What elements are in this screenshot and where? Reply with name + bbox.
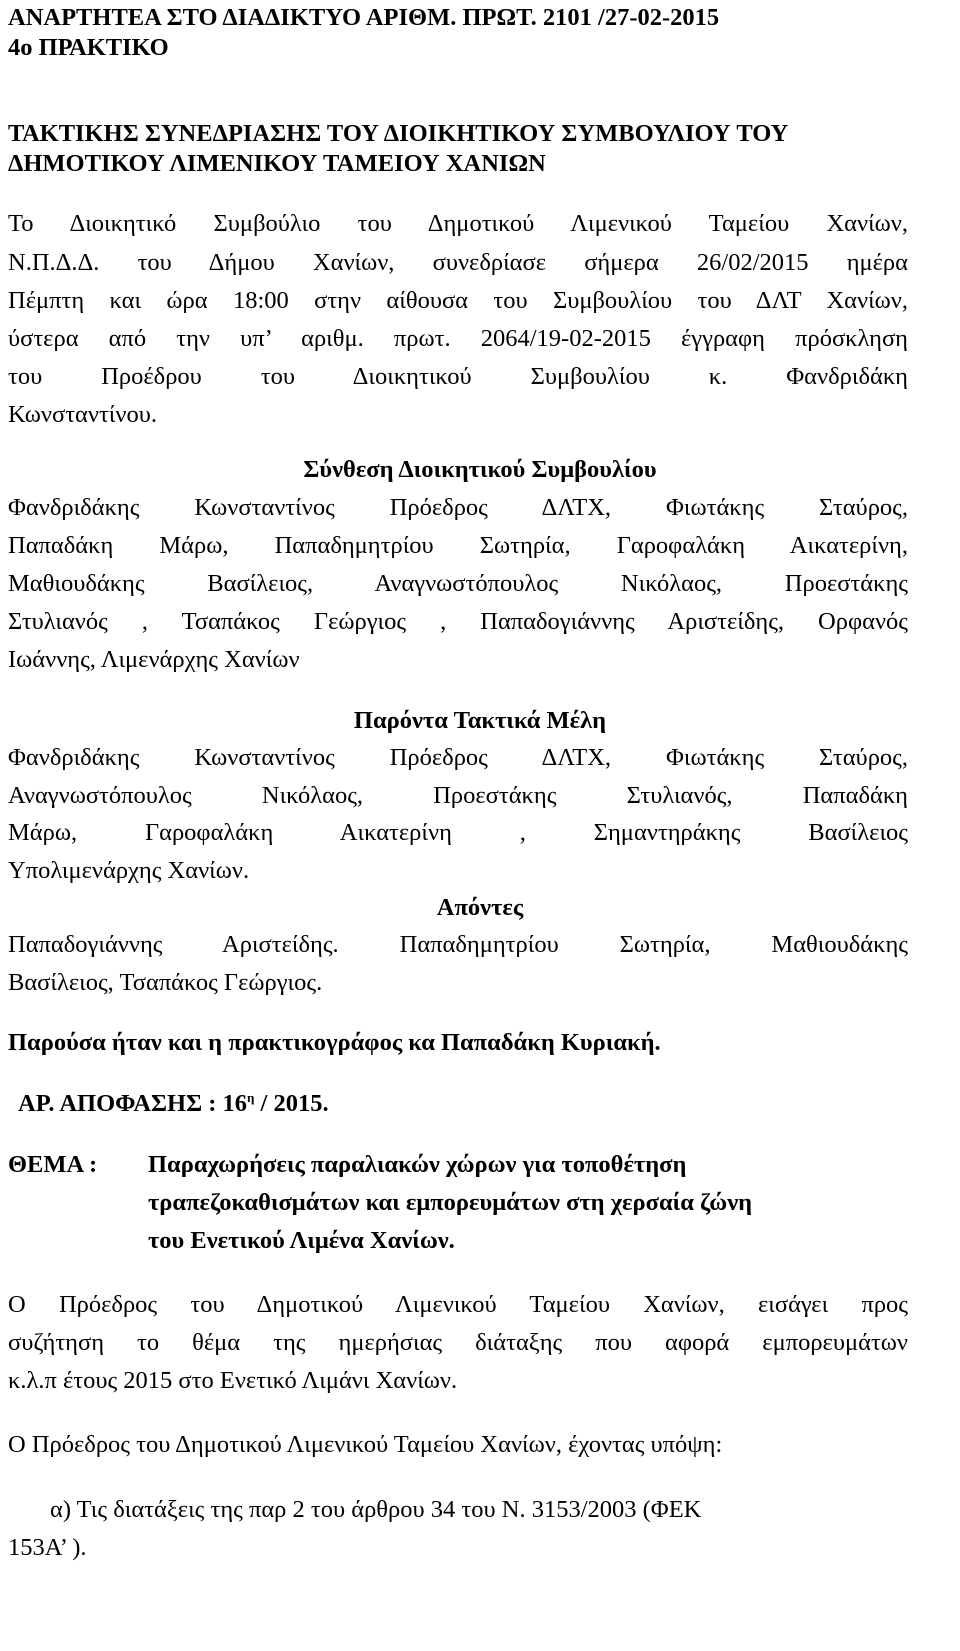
header-posting-line: ΑΝΑΡΤΗΤΕΑ ΣΤΟ ΔΙΑΔΙΚΤΥΟ ΑΡΙΘΜ. ΠΡΩΤ. 2101 /27-02-2015 xyxy=(8,4,720,31)
intro-line: Κωνσταντίνου. xyxy=(8,401,157,428)
composition-line: Παπαδάκη Μάρω, Παπαδημητρίου Σωτηρία, Γαροφαλάκη Αικατερίνη, xyxy=(8,532,908,559)
decision-superscript: η xyxy=(247,1089,255,1105)
item-a-line-1: α) Τις διατάξεις της παρ 2 του άρθρου 34 του Ν. 3153/2003 (ΦΕΚ xyxy=(50,1496,702,1523)
title-line-1: ΤΑΚΤΙΚΗΣ ΣΥΝΕΔΡΙΑΣΗΣ ΤΟΥ ΔΙΟΙΚΗΤΙΚΟΥ ΣΥΜΒΟΥΛΙΟΥ ΤΟΥ xyxy=(8,120,789,147)
composition-line: Φανδριδάκης Κωνσταντίνος Πρόεδρος ΔΛΤΧ, Φιωτάκης Σταύρος, xyxy=(8,494,908,521)
body-line: συζήτηση το θέμα της ημερήσιας διάταξης που αφορά εμπορευμάτων xyxy=(8,1329,908,1356)
decision-number xyxy=(18,1089,329,1119)
decision-suffix: / 2015. xyxy=(254,1090,329,1117)
item-a-line-2: 153Α’ ). xyxy=(8,1534,87,1561)
present-line: Αναγνωστόπουλος Νικόλαος, Προεστάκης Στυλιανός, Παπαδάκη xyxy=(8,782,908,809)
absent-line: Παπαδογιάννης Αριστείδης. Παπαδημητρίου Σωτηρία, Μαθιουδάκης xyxy=(8,931,908,958)
decision-prefix: ΑΡ. ΑΠΟΦΑΣΗΣ : 16 xyxy=(18,1090,248,1117)
header-minutes-number: 4ο ΠΡΑΚΤΙΚΟ xyxy=(8,34,169,61)
subject-line: του Ενετικού Λιμένα Χανίων. xyxy=(148,1227,455,1254)
absent-heading: Απόντες xyxy=(436,894,524,921)
present-heading: Παρόντα Τακτικά Μέλη xyxy=(353,707,607,734)
present-line: Υπολιμενάρχης Χανίων. xyxy=(8,857,250,884)
absent-line: Βασίλειος, Τσαπάκος Γεώργιος. xyxy=(8,969,323,996)
subject-line: τραπεζοκαθισμάτων και εμπορευμάτων στη χερσαία ζώνη xyxy=(148,1189,753,1216)
intro-line: Ν.Π.Δ.Δ. του Δήμου Χανίων, συνεδρίασε σήμερα 26/02/2015 ημέρα xyxy=(8,249,908,276)
intro-line: Το Διοικητικό Συμβούλιο του Δημοτικού Λιμενικού Ταμείου Χανίων, xyxy=(8,210,908,237)
present-line: Φανδριδάκης Κωνσταντίνος Πρόεδρος ΔΛΤΧ, Φιωτάκης Σταύρος, xyxy=(8,744,908,771)
composition-line: Ιωάννης, Λιμενάρχης Χανίων xyxy=(8,646,300,673)
intro-line: Πέμπτη και ώρα 18:00 στην αίθουσα του Συμβουλίου του ΔΛΤ Χανίων, xyxy=(8,287,908,314)
composition-line: Μαθιουδάκης Βασίλειος, Αναγνωστόπουλος Νικόλαος, Προεστάκης xyxy=(8,570,908,597)
composition-heading: Σύνθεση Διοικητικού Συμβουλίου xyxy=(303,456,657,483)
subject-label: ΘΕΜΑ : xyxy=(8,1151,98,1178)
intro-line: του Προέδρου του Διοικητικού Συμβουλίου κ. Φανδριδάκη xyxy=(8,363,908,390)
body-line: Ο Πρόεδρος του Δημοτικού Λιμενικού Ταμείου Χανίων, εισάγει προς xyxy=(8,1291,908,1318)
present-line: Μάρω, Γαροφαλάκη Αικατερίνη , Σημαντηράκης Βασίλειος xyxy=(8,819,908,846)
secretary-line: Παρούσα ήταν και η πρακτικογράφος κα Παπαδάκη Κυριακή. xyxy=(8,1029,661,1056)
composition-line: Στυλιανός , Τσαπάκος Γεώργιος , Παπαδογιάννης Αριστείδης, Ορφανός xyxy=(8,608,908,635)
title-line-2: ΔΗΜΟΤΙΚΟΥ ΛΙΜΕΝΙΚΟΥ ΤΑΜΕΙΟΥ ΧΑΝΙΩΝ xyxy=(8,150,546,177)
intro-line: ύστερα από την υπ’ αριθμ. πρωτ. 2064/19-02-2015 έγγραφη πρόσκληση xyxy=(8,325,908,352)
body-line: κ.λ.π έτους 2015 στο Ενετικό Λιμάνι Χανίων. xyxy=(8,1367,458,1394)
body-line: Ο Πρόεδρος του Δημοτικού Λιμενικού Ταμείου Χανίων, έχοντας υπόψη: xyxy=(8,1431,723,1458)
subject-line: Παραχωρήσεις παραλιακών χώρων για τοποθέτηση xyxy=(148,1151,687,1178)
